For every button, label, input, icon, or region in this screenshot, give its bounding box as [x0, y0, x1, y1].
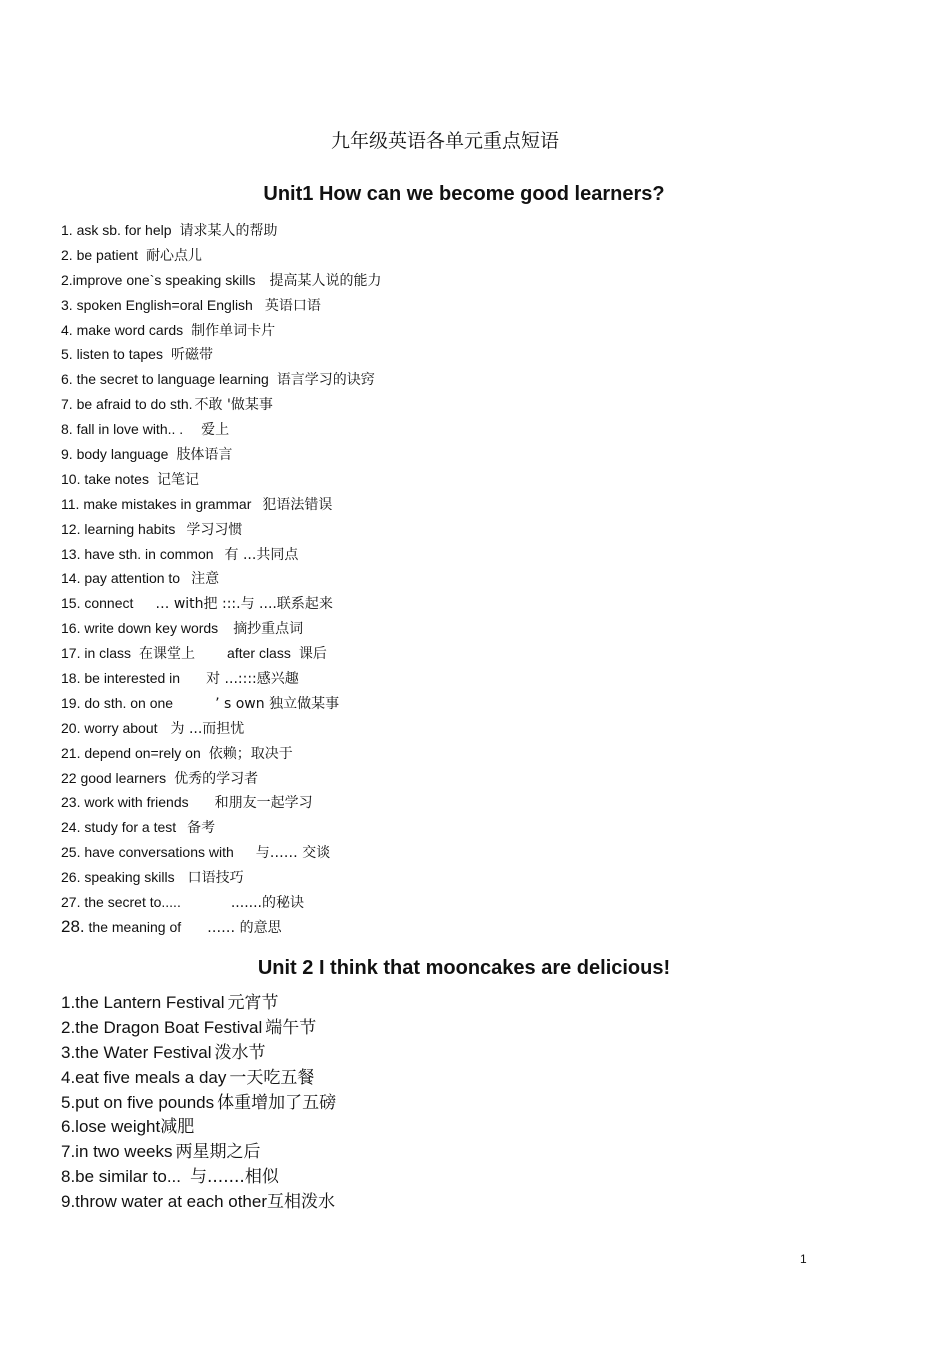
list-item: [61, 892, 382, 917]
phrase-cn: 两星期之后: [175, 1142, 261, 1163]
phrase-en: 22 good learners: [61, 769, 167, 786]
phrase-en-2: after class: [227, 645, 291, 662]
list-item: [61, 743, 382, 768]
phrase-en: 9.throw water at each other: [61, 1192, 268, 1212]
phrase-cn: 提高某人说的能力: [269, 272, 382, 289]
phrase-en: 8. fall in love with.. .: [61, 421, 184, 438]
phrase-cn: 学习习惯: [186, 521, 243, 538]
list-item: [61, 1165, 336, 1190]
phrase-en: 6. the secret to language learning: [61, 371, 269, 388]
phrase-en: 26. speaking skills: [61, 869, 175, 886]
phrase-en: 1. ask sb. for help: [61, 222, 172, 238]
phrase-cn: 有 ...共同点: [224, 546, 299, 563]
page-title: 九年级英语各单元重点短语: [330, 130, 559, 152]
list-item: [61, 394, 382, 419]
list-item: [61, 643, 382, 668]
unit1-heading: Unit1 How can we become good learners?: [263, 183, 665, 205]
list-item: [61, 1091, 336, 1116]
phrase-cn: … with把 :::.与 ....联系起来: [155, 596, 333, 613]
phrase-en: 2.the Dragon Boat Festival: [61, 1017, 263, 1037]
phrase-en: 2.improve one`s speaking skills: [61, 271, 256, 288]
list-item: [61, 693, 382, 718]
phrase-en: 5.put on five pounds: [61, 1092, 215, 1112]
list-item: [61, 544, 382, 569]
phrase-en: 25. have conversations with: [61, 844, 234, 861]
list-item: [61, 1140, 336, 1165]
phrase-en: 3. spoken English=oral English: [61, 296, 253, 313]
phrase-en: 7. be afraid to do sth.: [61, 396, 193, 413]
phrase-en: 1.the Lantern Festival: [61, 993, 225, 1012]
list-item: [61, 618, 382, 643]
list-item: [61, 568, 382, 593]
phrase-en: 20. worry about: [61, 719, 158, 736]
list-item: [61, 469, 382, 494]
unit1-phrase-list: [61, 220, 382, 942]
list-item: [61, 1115, 336, 1140]
list-item: [61, 369, 382, 394]
phrase-cn: 摘抄重点词: [233, 621, 304, 638]
phrase-cn: 记笔记: [156, 471, 199, 488]
phrase-en: 11. make mistakes in grammar: [61, 495, 252, 512]
phrase-cn: 语言学习的诀窍: [276, 372, 375, 389]
list-item: [61, 494, 382, 519]
phrase-en: 21. depend on=rely on: [61, 744, 201, 761]
list-item: [61, 668, 382, 693]
phrase-cn: 端午节: [265, 1017, 317, 1038]
phrase-cn: 耐心点儿: [146, 247, 203, 264]
phrase-cn: 泼水节: [214, 1042, 266, 1063]
phrase-cn: 肢体语言: [176, 447, 233, 464]
phrase-en: the meaning of: [88, 918, 182, 935]
unit2-heading: Unit 2 I think that mooncakes are delicious!: [257, 957, 671, 979]
phrase-en: 3.the Water Festival: [61, 1042, 212, 1062]
phrase-cn: 犯语法错误: [262, 496, 333, 513]
phrase-en: 15. connect: [61, 595, 134, 612]
phrase-cn: 与.......相似: [190, 1167, 279, 1188]
phrase-cn-2: 课后: [298, 646, 327, 663]
list-item: [61, 817, 382, 842]
list-item: [61, 593, 382, 618]
phrase-en: 17. in class: [61, 645, 132, 662]
list-item: [61, 344, 382, 369]
list-item: [61, 519, 382, 544]
list-item: [61, 1041, 336, 1066]
phrase-en: 4. make word cards: [61, 321, 184, 338]
phrase-cn: 爱上: [201, 422, 230, 439]
phrase-cn: 一天吃五餐: [229, 1067, 315, 1088]
phrase-en: 7.in two weeks: [61, 1142, 173, 1162]
phrase-cn: 注意: [191, 571, 220, 588]
phrase-cn: 英语口语: [264, 297, 321, 314]
list-item: [61, 419, 382, 444]
phrase-en: 10. take notes: [61, 470, 149, 487]
phrase-cn: 体重增加了五磅: [217, 1092, 337, 1113]
phrase-en: 16. write down key words: [61, 620, 219, 637]
list-item: [61, 444, 382, 469]
phrase-cn: 和朋友一起学习: [214, 795, 313, 812]
phrase-en: 18. be interested in: [61, 670, 181, 687]
phrase-cn: 不敢 '做某事: [194, 397, 273, 414]
unit2-phrase-list: [61, 991, 336, 1215]
phrase-cn: 口语技巧: [187, 870, 244, 887]
phrase-en: 5. listen to tapes: [61, 346, 163, 363]
phrase-en: 6.lose weight: [61, 1117, 161, 1137]
list-item: [61, 295, 382, 320]
phrase-cn: …… 的意思: [207, 919, 282, 936]
phrase-en: 8.be similar to...: [61, 1167, 181, 1187]
phrase-en: 13. have sth. in common: [61, 545, 214, 562]
phrase-en: 4.eat five meals a day: [61, 1067, 227, 1087]
list-item: [61, 792, 382, 817]
list-item: [61, 768, 382, 793]
phrase-en: 12. learning habits: [61, 520, 176, 537]
phrase-cn: 听磁带: [170, 347, 213, 364]
phrase-cn: 对 ...::::感兴趣: [206, 671, 299, 688]
phrase-cn: 备考: [187, 820, 216, 837]
phrase-cn: 为 ...而担忧: [170, 720, 245, 737]
list-item: [61, 1016, 336, 1041]
phrase-cn: 依赖；取决于: [208, 745, 293, 762]
list-item: [61, 1190, 336, 1215]
phrase-cn: ’ s own 独立做某事: [215, 695, 340, 712]
phrase-cn: 优秀的学习者: [174, 770, 259, 787]
phrase-en: 2. be patient: [61, 246, 139, 263]
phrase-cn: 制作单词卡片: [191, 322, 276, 339]
phrase-en: 14. pay attention to: [61, 570, 181, 587]
phrase-cn: 与…… 交谈: [255, 845, 331, 862]
page-number: 1: [800, 1252, 807, 1266]
list-item: [61, 1066, 336, 1091]
phrase-cn: 在课堂上: [139, 646, 196, 663]
phrase-cn: 互相泼水: [267, 1192, 336, 1213]
list-item: [61, 270, 382, 295]
list-item: [61, 718, 382, 743]
list-item: [61, 320, 382, 345]
list-item: [61, 245, 382, 270]
list-item: [61, 842, 382, 867]
phrase-cn: 元宵节: [227, 993, 279, 1013]
phrase-en: 27. the secret to.....: [61, 894, 181, 911]
phrase-cn: 减肥: [160, 1117, 195, 1138]
list-item: [61, 991, 336, 1016]
phrase-en: 24. study for a test: [61, 819, 177, 836]
phrase-en: 23. work with friends: [61, 794, 189, 811]
list-item: [61, 867, 382, 892]
phrase-en: 9. body language: [61, 446, 169, 463]
phrase-cn: 请求某人的帮助: [179, 223, 278, 239]
list-item: [61, 917, 382, 942]
phrase-en: 19. do sth. on one: [61, 694, 174, 711]
phrase-cn: .......的秘诀: [230, 895, 304, 912]
list-item: [61, 220, 382, 245]
item-number: 28.: [61, 916, 85, 936]
